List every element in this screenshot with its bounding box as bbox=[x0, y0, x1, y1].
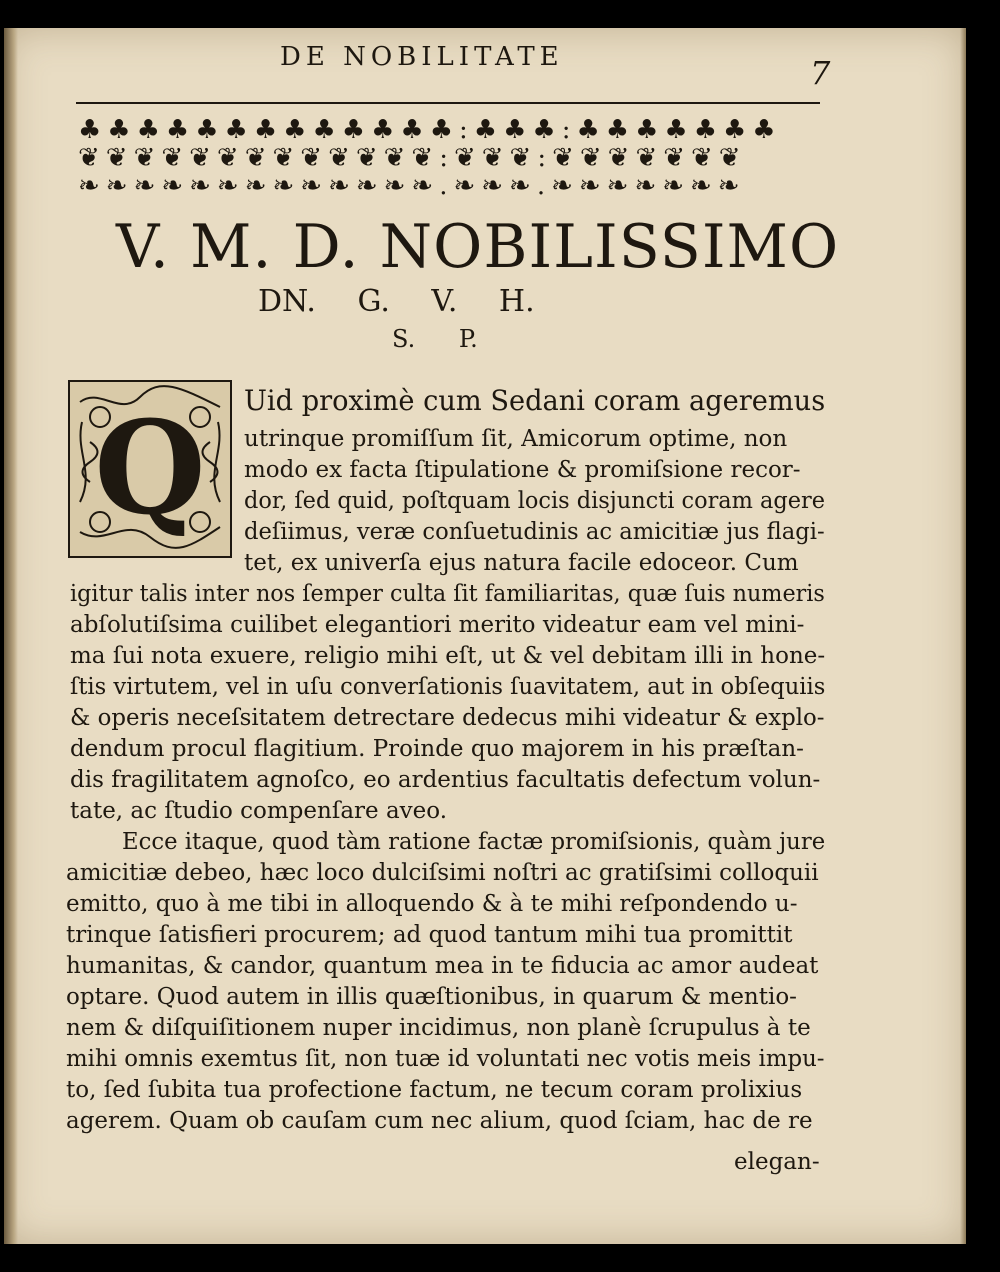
text-line: optare. Quod autem in illis quæſtionibus, in quarum & mentio- bbox=[66, 984, 797, 1010]
text-line: dor, ſed quid, poſtquam locis disjuncti coram agere bbox=[244, 488, 826, 514]
catchword: elegan- bbox=[734, 1149, 820, 1175]
ornament-row: ❦❦❦❦❦❦❦❦❦❦❦❦❦:❦❦❦:❦❦❦❦❦❦❦ bbox=[78, 143, 747, 173]
ornament-row: ♣♣♣♣♣♣♣♣♣♣♣♣♣:♣♣♣:♣♣♣♣♣♣♣ bbox=[78, 118, 782, 145]
text-line: Uid proximè cum Sedani coram ageremus bbox=[244, 384, 826, 417]
text-line: to, ſed ſubita tua profectione factum, ne tecum coram prolixius bbox=[66, 1077, 803, 1103]
text-line: ma ſui nota exuere, religio mihi eſt, ut & vel debitam illi in hone- bbox=[70, 643, 826, 669]
text-line: utrinque promiſſum ſit, Amicorum optime, non bbox=[244, 426, 788, 452]
text-line: igitur talis inter nos ſemper culta ſit familiaritas, quæ ſuis numeris bbox=[70, 581, 825, 607]
ornament-band bbox=[78, 118, 826, 212]
page-number: 7 bbox=[810, 54, 831, 92]
text-line: nem & diſquiſitionem nuper incidimus, non planè ſcrupulus à te bbox=[66, 1015, 811, 1041]
text-line: ſtis virtutem, vel in uſu converſationis ſuavitatem, aut in obſequiis bbox=[70, 674, 826, 700]
text-line: tate, ac ſtudio compenſare aveo. bbox=[70, 798, 448, 824]
text-line: tet, ex univerſa ejus natura facile edoceor. Cum bbox=[244, 550, 799, 576]
text-line: Ecce itaque, quod tàm ratione factæ promiſsionis, quàm jure bbox=[122, 829, 826, 855]
gutter-shadow bbox=[4, 28, 18, 1244]
text-line: humanitas, & candor, quantum mea in te fiducia ac amor audeat bbox=[66, 953, 819, 979]
text-line: abſolutiſsima cuilibet elegantiori merito videatur eam vel mini- bbox=[70, 612, 805, 638]
fore-edge-shadow bbox=[960, 28, 966, 1244]
salutation: S. P. bbox=[392, 325, 478, 353]
text-line: trinque ſatisfieri procurem; ad quod tantum mihi tua promittit bbox=[66, 922, 793, 948]
text-line: dendum procul flagitium. Proinde quo majorem in his præſtan- bbox=[70, 736, 804, 762]
initial-letter: Q bbox=[94, 394, 206, 544]
text-line: emitto, quo à me tibi in alloquendo & à te mihi reſpondendo u- bbox=[66, 891, 798, 917]
text-line: & operis neceſsitatem detrectare dedecus mihi videatur & explo- bbox=[70, 705, 825, 731]
text-line: mihi omnis exemtus ſit, non tuæ id voluntati nec votis meis impu- bbox=[66, 1046, 825, 1072]
text-line: dis fragilitatem agnoſco, eo ardentius facultatis defectum volun- bbox=[70, 767, 821, 793]
running-head: DE NOBILITATE bbox=[280, 42, 564, 72]
head-rule bbox=[76, 102, 820, 104]
ornament-row: ❧❧❧❧❧❧❧❧❧❧❧❧❧.❧❧❧.❧❧❧❧❧❧❧ bbox=[78, 171, 746, 201]
text-line: agerem. Quam ob cauſam cum nec alium, quod ſciam, hac de re bbox=[66, 1108, 813, 1134]
text-line: modo ex facta ſtipulatione & promiſsione recor- bbox=[244, 457, 801, 483]
text-line: amicitiæ debeo, hæc loco dulciſsimi noſtri ac gratiſsimi colloquii bbox=[66, 860, 819, 886]
dedication-title: V. M. D. NOBILISSIMO bbox=[116, 212, 840, 282]
text-line: deſiimus, veræ conſuetudinis ac amicitiæ jus flagi- bbox=[244, 519, 825, 545]
dedicatee-initials: DN. G. V. H. bbox=[258, 284, 535, 319]
decorated-initial bbox=[68, 380, 232, 558]
